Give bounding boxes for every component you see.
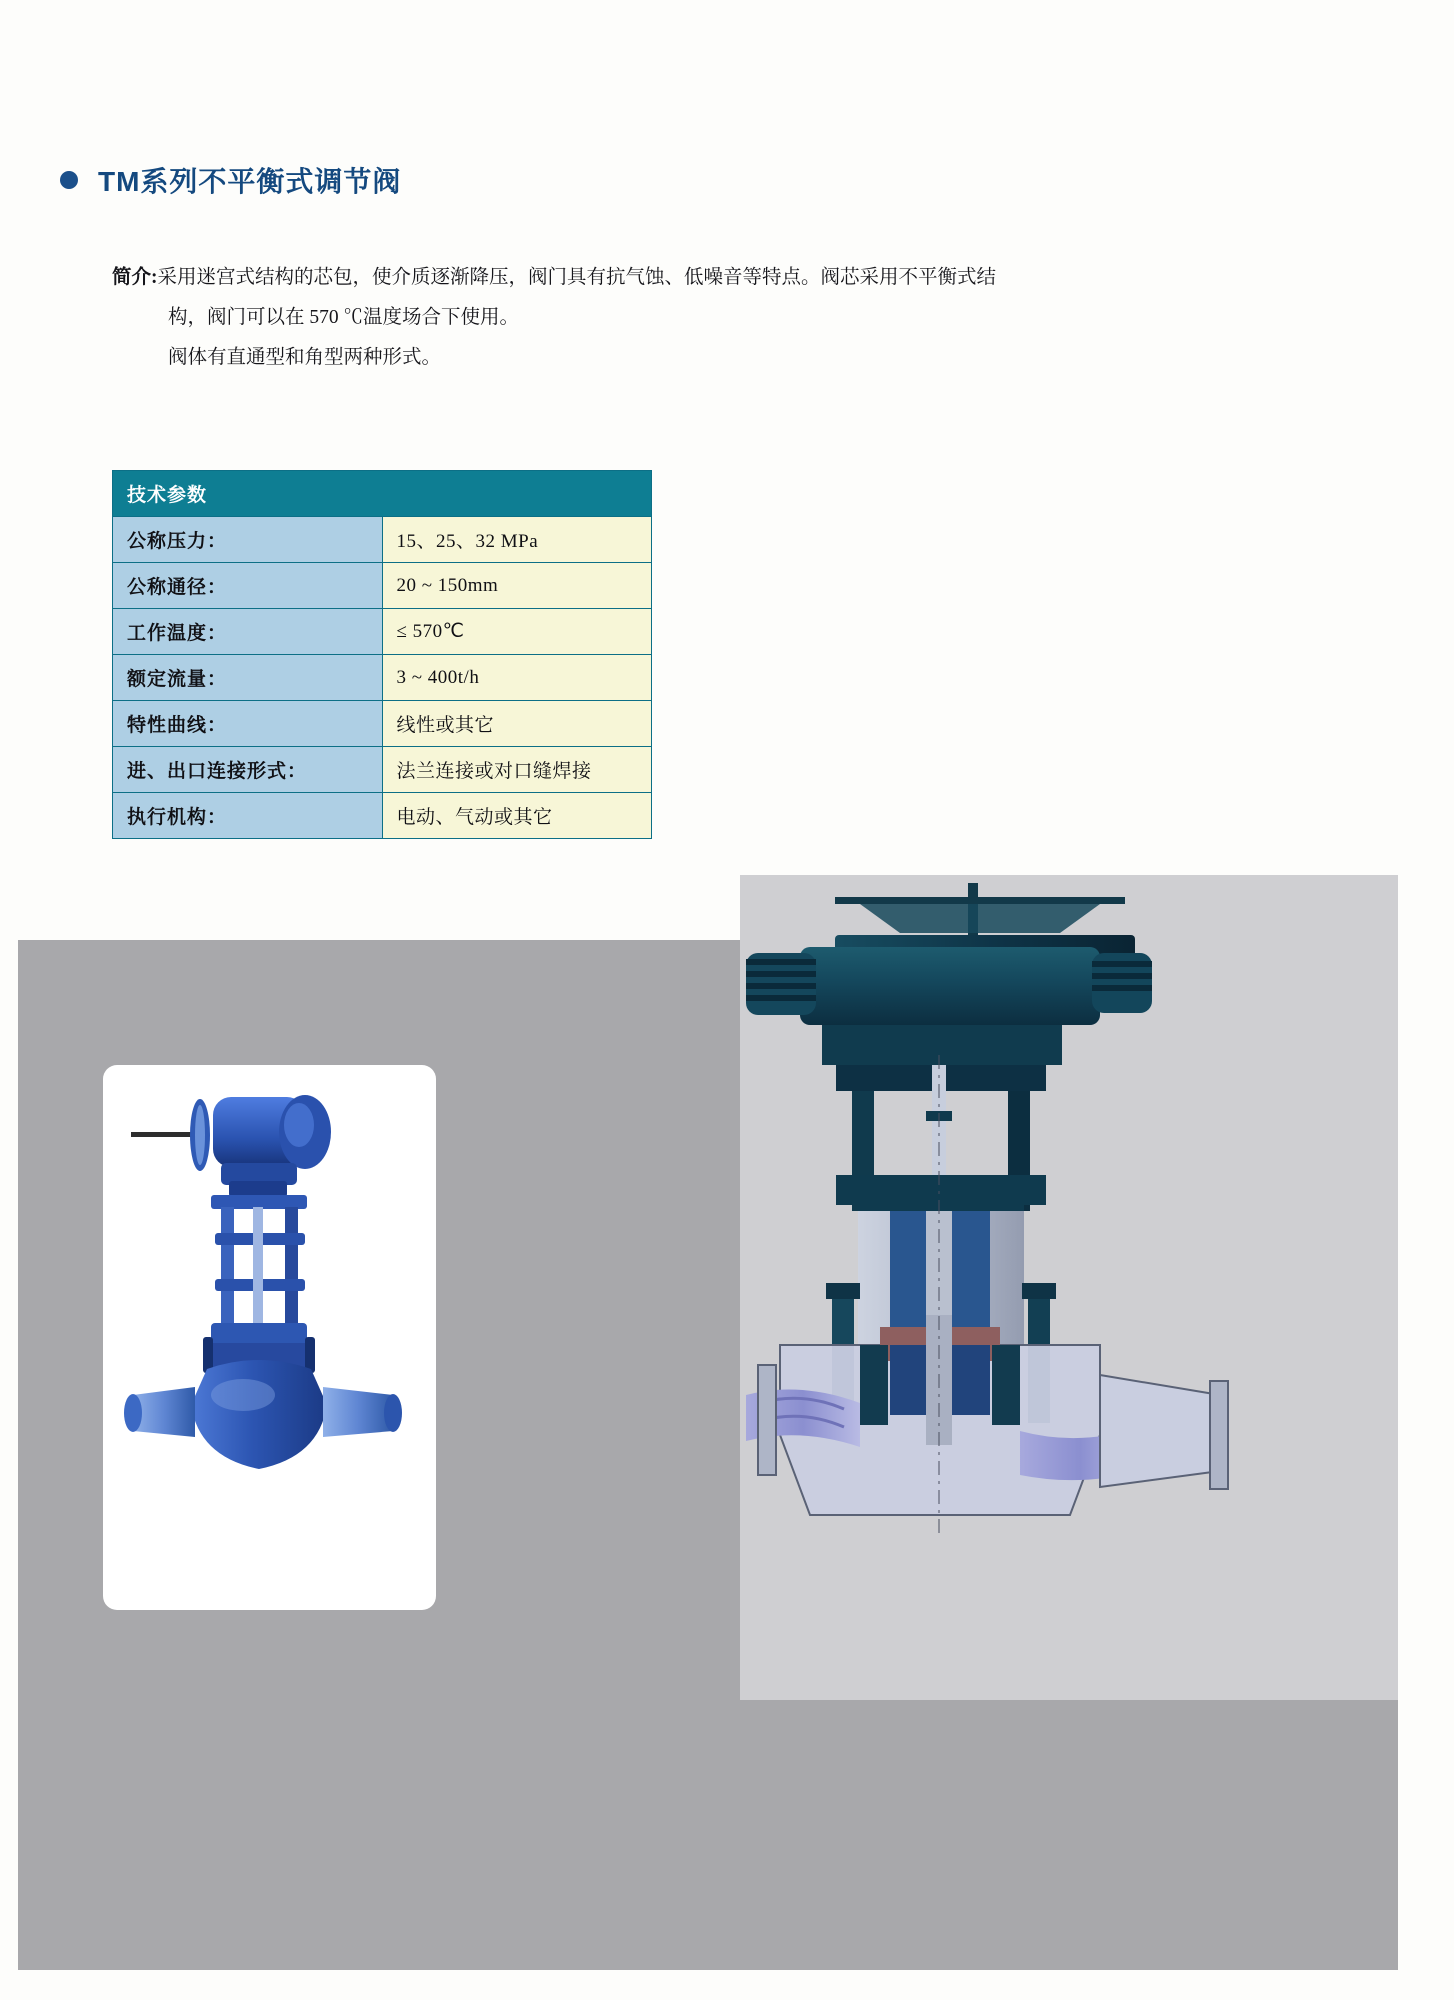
table-cell-key: 执行机构：: [113, 793, 383, 839]
table-cell-value: ≤ 570℃: [382, 609, 652, 655]
table-row: [113, 793, 652, 839]
table-row: [113, 701, 652, 747]
table-cell-value: 3 ~ 400t/h: [382, 655, 652, 701]
table-cell-key: 公称通径：: [113, 563, 383, 609]
intro-label: 简介:: [112, 267, 158, 288]
valve-photograph: [103, 1065, 436, 1610]
bullet-icon: [60, 171, 78, 189]
table-cell-value: 线性或其它: [382, 701, 652, 747]
table-header-cell: 技术参数: [113, 471, 652, 517]
intro-line-1: 采用迷宫式结构的芯包，使介质逐渐降压，阀门具有抗气蚀、低噪音等特点。阀芯采用不平衡式结: [157, 267, 997, 288]
table-header-row: [113, 471, 652, 517]
table-cell-key: 工作温度：: [113, 609, 383, 655]
table-cell-key: 特性曲线：: [113, 701, 383, 747]
table-cell-value: 电动、气动或其它: [382, 793, 652, 839]
table-row: [113, 517, 652, 563]
table-cell-value: 法兰连接或对口缝焊接: [382, 747, 652, 793]
table-cell-key: 额定流量：: [113, 655, 383, 701]
gray-background-band: [18, 1700, 1398, 1970]
table-row: [113, 563, 652, 609]
intro-line-2: 构，阀门可以在 570 ℃温度场合下使用。: [168, 307, 520, 328]
table-row: [113, 655, 652, 701]
table-row: [113, 609, 652, 655]
intro-line-3: 阀体有直通型和角型两种形式。: [168, 347, 442, 368]
valve-photo-panel: [18, 940, 740, 1700]
table-cell-key: 公称压力：: [113, 517, 383, 563]
technical-parameters-table: [112, 470, 652, 839]
valve-cutaway-drawing: [740, 875, 1398, 1700]
table-cell-key: 进、出口连接形式：: [113, 747, 383, 793]
intro-paragraph: [112, 258, 1312, 378]
table-cell-value: 15、25、32 MPa: [382, 517, 652, 563]
page-title-text: TM系列不平衡式调节阀: [98, 166, 402, 197]
table-cell-value: 20 ~ 150mm: [382, 563, 652, 609]
table-row: [113, 747, 652, 793]
page-title: [60, 160, 401, 200]
